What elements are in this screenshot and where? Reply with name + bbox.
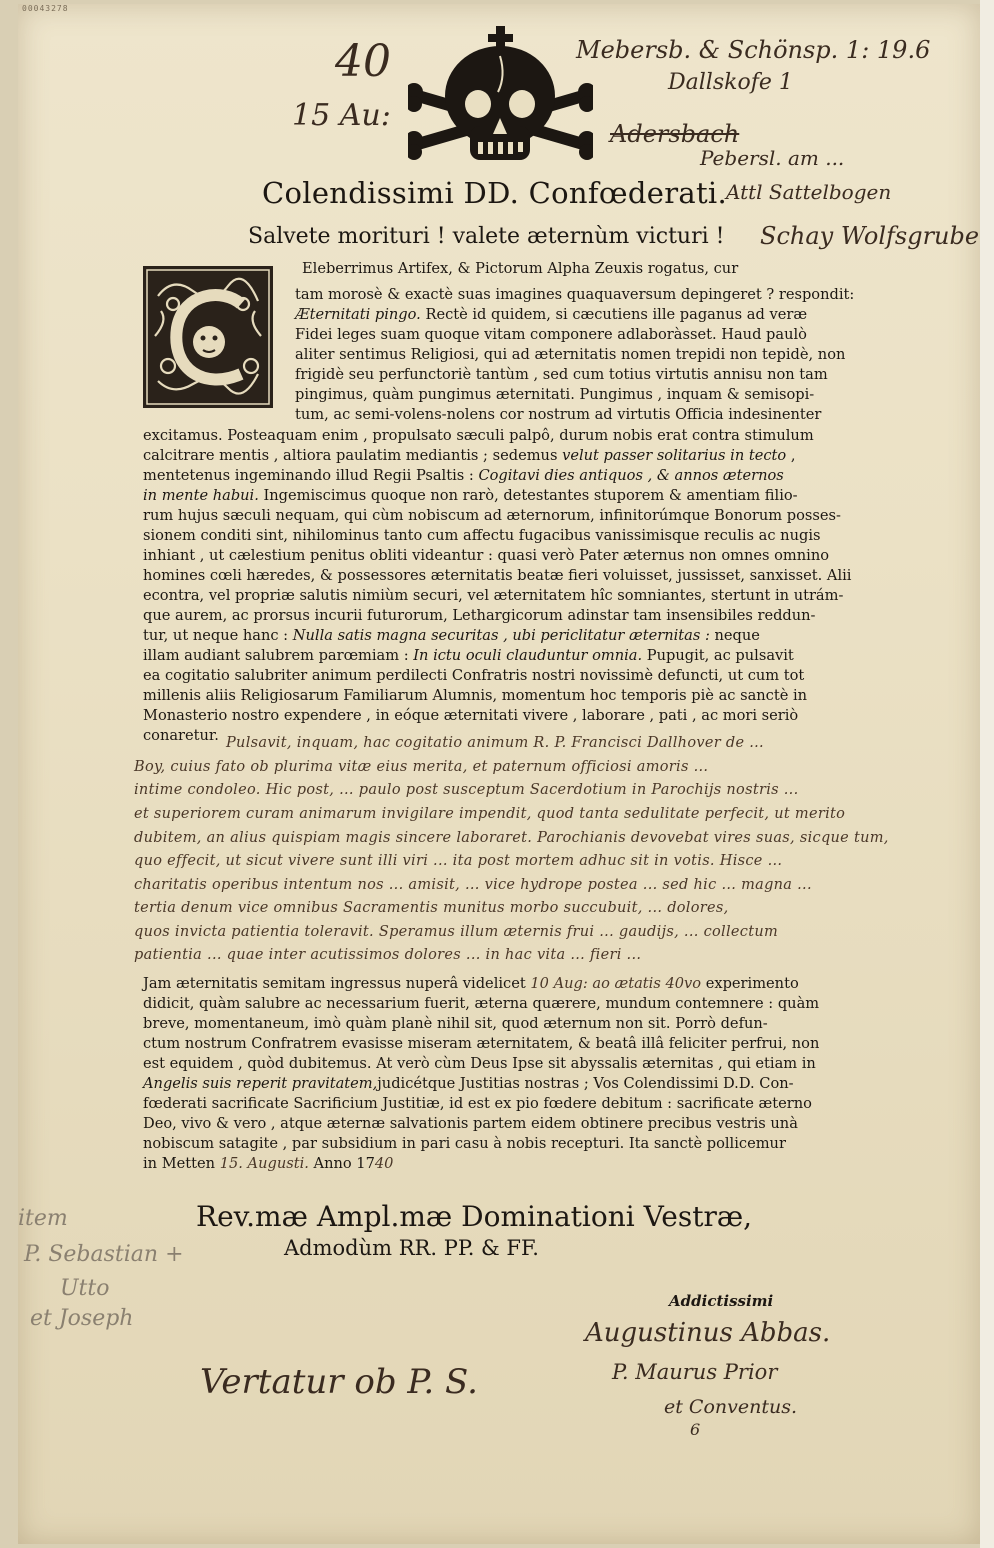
body-line	[302, 260, 738, 278]
text-run: rum hujus sæculi nequam, qui cùm nobiscum ad æternorum, infinitorúmque Bonorum posses-	[143, 507, 841, 524]
body-line	[295, 346, 845, 364]
handwritten-name-2: Attl Sattelbogen	[726, 180, 892, 204]
body-line	[143, 507, 841, 525]
body2-line	[143, 975, 799, 993]
italic-phrase: in mente habui.	[143, 487, 259, 504]
text-run: Anno 17	[308, 1155, 375, 1172]
text-run: calcitrare mentis , altiora paulatim mediantis ; sedemus	[143, 447, 563, 464]
italic-phrase: velut passer solitarius in tecto	[562, 447, 787, 464]
handwritten-insert: 15. Augusti.	[219, 1155, 309, 1172]
body2-line	[143, 1015, 768, 1033]
text-run: Eleberrimus Artifex, & Pictorum Alpha Zeuxis rogatus, cur	[302, 260, 739, 277]
text-run: Rectè id quidem, si cæcutiens ille paganus ad veræ	[420, 306, 808, 323]
body-line	[295, 326, 807, 344]
manuscript-line: tertia denum vice omnibus Sacramentis munitus morbo succubuit, ... dolores,	[134, 900, 729, 916]
manuscript-line: intime condoleo. Hic post, ... paulo post susceptum Sacerdotium in Parochijs nostris ...	[134, 782, 799, 798]
text-run: experimento	[701, 975, 799, 992]
closing-line-1: Rev.mæ Ampl.mæ Dominationi Vestræ,	[196, 1200, 753, 1233]
manuscript-line: dubitem, an alius quispiam magis sincere laboraret. Parochianis devovebat vires suas, sicque tum,	[134, 830, 889, 846]
manuscript-line: charitatis operibus intentum nos ... amisit, ... vice hydrope postea ... sed hic ... magna ...	[134, 877, 812, 893]
body-line	[143, 627, 760, 645]
handwritten-insert: 40	[374, 1155, 394, 1172]
text-run: fœderati sacrificate Sacrificium Justitiæ, id est ex pio fœdere debitum : sacrificate æterno	[143, 1095, 812, 1112]
text-run: neque	[709, 627, 760, 644]
italic-phrase: In ictu oculi clauduntur omnia.	[413, 647, 643, 664]
addictissimi-label: Addictissimi	[669, 1292, 774, 1310]
text-run: econtra, vel propriæ salutis nimiùm securi, vel æternitatem hîc somniantes, stertunt in utrám-	[143, 587, 844, 604]
text-run: homines cœli hæredes, & possessores æternitatis beatæ fieri voluisset, jussisset, sanxisset. Alii	[143, 567, 852, 584]
body-line	[143, 427, 814, 445]
text-run: est equidem , quòd dubitemus. At verò cùm Deus Ipse sit abyssalis æternitas , qui etiam in	[143, 1055, 816, 1072]
text-run: tam morosè & exactè suas imagines quaquaversum depingeret ? respondit:	[295, 286, 855, 303]
body2-line	[143, 1055, 816, 1073]
manuscript-line: quos invicta patientia toleravit. Speramus illum æternis frui ... gaudijs, ... collectum	[134, 924, 779, 940]
text-run: inhiant , ut cælestium penitus obliti videantur : quasi verò Pater æternus non omnes omnino	[143, 547, 830, 564]
text-run: que aurem, ac prorsus incurii futurorum, Lethargicorum adinstar tam insensibiles reddun-	[143, 607, 816, 624]
italic-phrase: Nulla satis magna securitas , ubi periclitatur æternitas :	[292, 627, 710, 644]
text-run: breve, momentaneum, imò quàm planè nihil sit, quod æternum non sit. Porrò defun-	[143, 1015, 768, 1032]
margin-note-3: Utto	[60, 1276, 110, 1301]
text-run: tum, ac semi-volens-nolens cor nostrum ad virtutis Officia indesinenter	[295, 406, 822, 423]
manuscript-line: et superiorem curam animarum invigilare impendit, quod tanta sedulitate perfecit, ut merito	[134, 806, 846, 822]
margin-note-2: P. Sebastian +	[24, 1242, 184, 1267]
text-run: Deo, vivo & vero , atque æternæ salvationis partem eidem obtinere precibus vestris unà	[143, 1115, 798, 1132]
handwritten-note-right-2: Dallskofe 1	[668, 70, 793, 95]
handwritten-number: 40	[335, 36, 391, 87]
margin-note-4: et Joseph	[30, 1306, 134, 1331]
text-run: frigidè seu perfunctoriè tantùm , sed cum totius virtutis annisu non tam	[295, 366, 828, 383]
skull-crossbones-icon	[408, 26, 593, 176]
italic-phrase: Æternitati pingo.	[295, 306, 421, 323]
body-line	[143, 487, 798, 505]
text-run: conaretur.	[143, 727, 219, 744]
text-run: mentetenus ingeminando illud Regii Psaltis :	[143, 467, 479, 484]
text-run: tur, ut neque hanc :	[143, 627, 293, 644]
handwritten-note-right-1: Mebersb. & Schönsp. 1: 19.6	[576, 36, 931, 64]
body-line	[143, 687, 807, 705]
body2-line	[143, 995, 819, 1013]
signature-prior: P. Maurus Prior	[612, 1360, 778, 1384]
body2-line	[143, 1075, 794, 1093]
text-run: illam audiant salubrem parœmiam :	[143, 647, 414, 664]
body-line	[143, 587, 843, 605]
italic-phrase: Angelis suis reperit pravitatem,	[143, 1075, 378, 1092]
text-run: ea cogitatio salubriter animum perdilecti Confratris nostri novissimè defuncti, ut cum tot	[143, 667, 805, 684]
text-run: Monasterio nostro expendere , in eóque æternitati vivere , laborare , pati , ac mori seriò	[143, 707, 799, 724]
text-run: didicit, quàm salubre ac necessarium fuerit, æterna quærere, mundum contemnere : quàm	[143, 995, 820, 1012]
handwritten-name-3: Schay Wolfsgrube	[760, 222, 980, 250]
text-run: Pupugit, ac pulsavit	[642, 647, 794, 664]
body2-line	[143, 1135, 786, 1153]
body-line	[295, 366, 828, 384]
body-line	[143, 527, 820, 545]
text-run: millenis aliis Religiosarum Familiarum Alumnis, momentum hoc temporis piè ac sanctè in	[143, 687, 808, 704]
text-run: Jam æternitatis semitam ingressus nuperâ videlicet	[143, 975, 531, 992]
text-run: aliter sentimus Religiosi, qui ad æternitatis nomen trepidi non tepidè, non	[295, 346, 846, 363]
text-run: Ingemiscimus quoque non rarò, detestantes stuporem & amentiam filio-	[258, 487, 798, 504]
handwritten-date: 15 Au:	[292, 98, 391, 133]
footer-note: Vertatur ob P. S.	[200, 1362, 478, 1402]
text-run: ,	[786, 447, 796, 464]
body2-line	[143, 1035, 819, 1053]
manuscript-line: Boy, cuius fato ob plurima vitæ eius merita, et paternum officiosi amoris ...	[134, 759, 709, 775]
handwritten-insert: 10 Aug: ao ætatis 40vo	[530, 975, 702, 992]
manuscript-line: Pulsavit, inquam, hac cogitatio animum R. P. Francisci Dallhover de ...	[226, 735, 764, 751]
text-run: in Metten	[143, 1155, 220, 1172]
text-run: judicétque Justitias nostras ; Vos Colendissimi D.D. Con-	[377, 1075, 794, 1092]
handwritten-name-1: Pebersl. am ...	[700, 146, 845, 170]
text-run: sionem conditi sint, nihilominus tanto cum affectu fugacibus vanissimisque reculis ac nugis	[143, 527, 821, 544]
italic-phrase: Cogitavi dies antiquos , & annos æternos	[478, 467, 784, 484]
decorated-initial-c-icon	[143, 266, 273, 408]
body-line	[295, 386, 814, 404]
handwritten-note-struck: Adersbach	[610, 120, 740, 148]
body-line	[143, 707, 798, 725]
body-line	[143, 467, 784, 485]
text-run: excitamus. Posteaquam enim , propulsato sæculi palpô, durum nobis erat contra stimulum	[143, 427, 814, 444]
closing-line-2: Admodùm RR. PP. & FF.	[284, 1236, 539, 1260]
body-line	[143, 607, 816, 625]
body-line	[143, 567, 851, 585]
margin-note-1: item	[18, 1206, 68, 1231]
page-edge	[980, 0, 994, 1548]
body2-line	[143, 1115, 798, 1133]
body-line	[295, 406, 821, 424]
body-line	[143, 667, 804, 685]
signature-conventus: et Conventus.	[664, 1396, 798, 1418]
manuscript-line: quo effecit, ut sicut vivere sunt illi viri ... ita post mortem adhuc sit in votis. Hisce ...	[134, 853, 783, 869]
text-run: pingimus, quàm pungimus æternitati. Pungimus , inquam & semisopi-	[295, 386, 815, 403]
signature-abbot: Augustinus Abbas.	[585, 1318, 831, 1348]
body2-line	[143, 1095, 812, 1113]
body-line	[295, 306, 807, 324]
text-run: Fidei leges suam quoque vitam componere adlaboràsset. Haud paulò	[295, 326, 807, 343]
body-line	[143, 547, 829, 565]
text-run: ctum nostrum Confratrem evasisse miseram æternitatem, & beatâ illâ feliciter perfrui, non	[143, 1035, 820, 1052]
body-line	[143, 447, 795, 465]
body-line	[295, 286, 854, 304]
body2-line	[143, 1155, 393, 1173]
salutation: Salvete morituri ! valete æternùm victuri !	[248, 224, 725, 249]
manuscript-line: patientia ... quae inter acutissimos dolores ... in hac vita ... fieri ...	[134, 947, 642, 963]
archive-id: 00043278	[22, 4, 69, 13]
body-line	[143, 647, 794, 665]
text-run: nobiscum satagite , par subsidium in pari casu à nobis recepturi. Ita sanctè pollicemur	[143, 1135, 786, 1152]
body-line	[143, 727, 219, 745]
document-title: Colendissimi DD. Confœderati.	[262, 176, 727, 210]
signature-number: 6	[690, 1420, 701, 1439]
